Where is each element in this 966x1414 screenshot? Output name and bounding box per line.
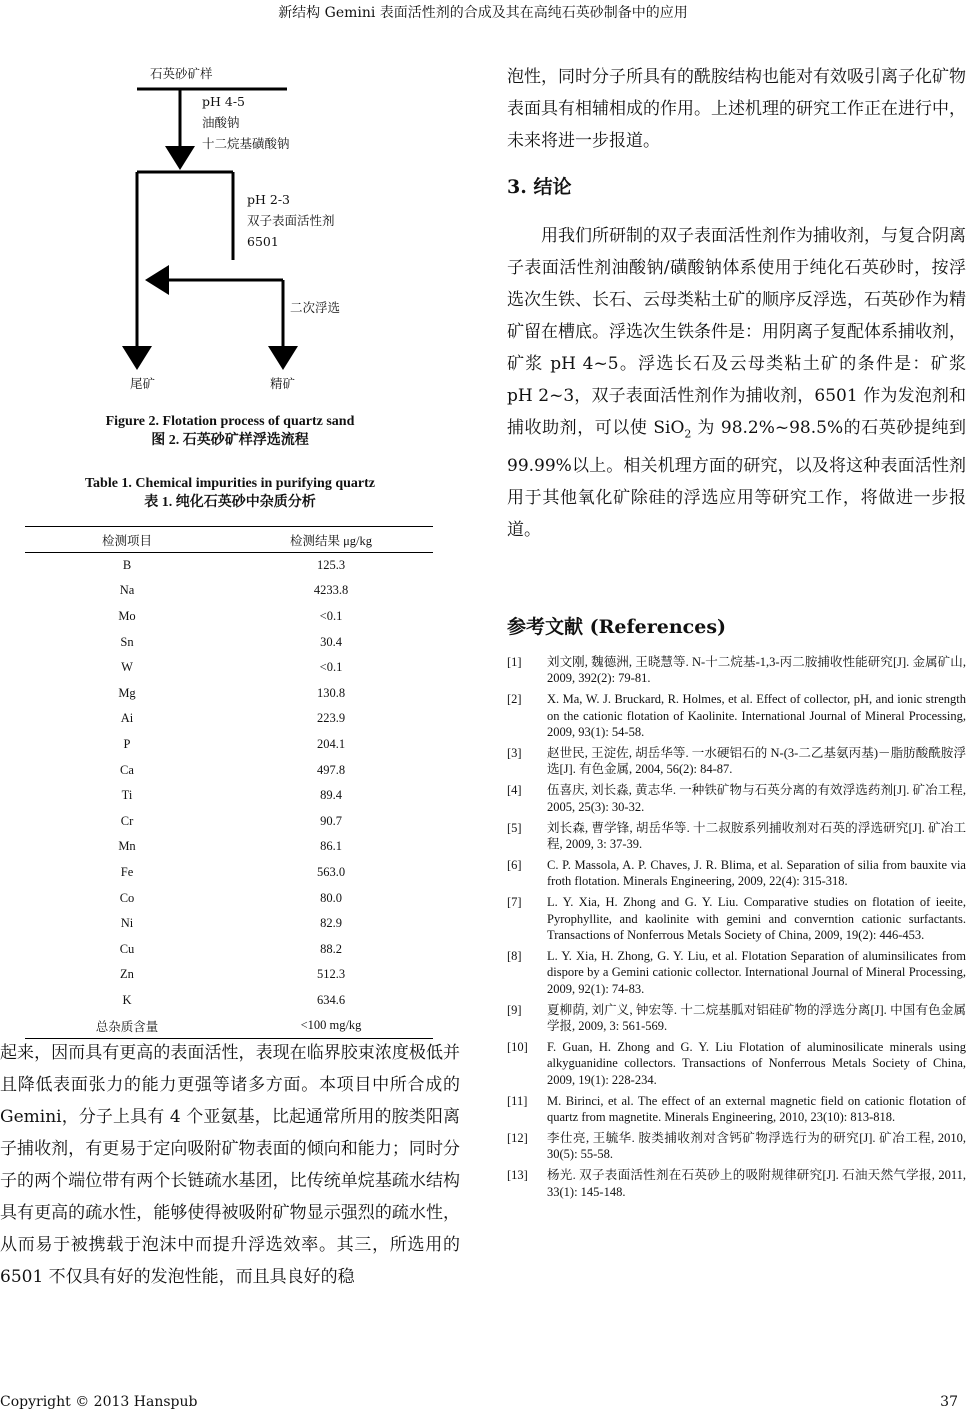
table-row bbox=[25, 578, 433, 604]
reference-number: [10] bbox=[507, 1040, 528, 1055]
reference-number: [12] bbox=[507, 1131, 528, 1146]
node-ore-sample: 石英砂矿样 bbox=[150, 66, 213, 81]
item-cell: Ti bbox=[121, 788, 133, 803]
item-cell: Cr bbox=[120, 813, 134, 828]
stage2-reagent-2: 6501 bbox=[247, 234, 279, 249]
result-cell: 4233.8 bbox=[313, 583, 349, 598]
reference-number: [6] bbox=[507, 857, 522, 872]
item-cell: Cu bbox=[119, 941, 135, 956]
reference-text: 刘文刚, 魏德洲, 王晓慧等. N-十二烷基-1,3-丙二胺捕收性能研究[J]. 金属矿山, 2009, 392(2): 79-81. bbox=[547, 655, 966, 686]
item-cell: Co bbox=[119, 890, 135, 905]
reference-text: 夏柳荫, 刘广义, 钟宏等. 十二烷基胍对铝硅矿物的浮选分离[J]. 中国有色金属学报, 2009, 3: 561-569. bbox=[547, 1002, 966, 1034]
stage2-reagent-1: 双子表面活性剂 bbox=[247, 213, 335, 228]
item-cell: Ca bbox=[120, 762, 134, 777]
reference-item bbox=[507, 820, 966, 853]
subscript: 2 bbox=[684, 427, 692, 441]
reference-number: [5] bbox=[507, 820, 522, 835]
table-row bbox=[25, 706, 433, 732]
col-header-item: 检测项目 bbox=[25, 527, 229, 553]
result-cell: 563.0 bbox=[316, 864, 346, 879]
result-cell: <0.1 bbox=[319, 660, 343, 675]
running-header: 新结构 Gemini 表面活性剂的合成及其在高纯石英砂制备中的应用 bbox=[278, 5, 688, 21]
reference-text: 杨光. 双子表面活性剂在石英砂上的吸附规律研究[J]. 石油天然气学报, 2011, 33(1): 145-148. bbox=[547, 1168, 966, 1199]
item-cell: Mg bbox=[118, 685, 136, 700]
reference-number: [9] bbox=[507, 1002, 522, 1017]
item-cell: Na bbox=[119, 583, 135, 598]
stage1-conditions bbox=[202, 91, 290, 154]
reference-text: 李仕亮, 王毓华. 胺类捕收剂对含钙矿物浮选行为的研究[J]. 矿冶工程, 2010, 30(5): 55-58. bbox=[547, 1131, 966, 1162]
result-cell: <0.1 bbox=[319, 608, 343, 623]
table-row bbox=[25, 885, 433, 911]
table-row bbox=[25, 808, 433, 834]
item-cell: Ai bbox=[120, 711, 134, 726]
figure-caption-zh: 图 2. 石英砂矿样浮选流程 bbox=[151, 433, 309, 448]
references-heading: 参考文献 (References) bbox=[507, 616, 727, 638]
result-cell: 512.3 bbox=[316, 967, 346, 982]
reference-text: X. Ma, W. J. Bruckard, R. Holmes, et al. Effect of collector, pH, and ionic strength on the cationic flotation of Kaolinite. International Journal of Mineral Processing, 2009, 93(1): 54-58. bbox=[547, 692, 966, 740]
reference-number: [13] bbox=[507, 1168, 528, 1183]
references-list bbox=[507, 654, 966, 1205]
table-row bbox=[25, 604, 433, 630]
figure-caption-en: Figure 2. Flotation process of quartz sand bbox=[105, 414, 355, 429]
stage2-ph: pH 2-3 bbox=[247, 192, 291, 207]
reference-item bbox=[507, 691, 966, 740]
result-cell: 204.1 bbox=[316, 736, 346, 751]
conclusion-text-b: 为 98.2%~98.5%的石英砂提纯到 99.99%以上。相关机理方面的研究，以及将这种表面活性剂用于其他氧化矿除硅的浮选应用等研究工作，将做进一步报道。 bbox=[507, 418, 966, 541]
result-cell: 30.4 bbox=[320, 634, 342, 649]
table-row bbox=[25, 911, 433, 937]
item-cell: W bbox=[121, 660, 133, 675]
result-cell: 497.8 bbox=[316, 762, 346, 777]
table-row bbox=[25, 680, 433, 706]
node-concentrate: 精矿 bbox=[270, 376, 296, 391]
reference-text: 赵世民, 王淀佐, 胡岳华等. 一水硬铝石的 N-(3-二乙基氨丙基)－脂肪酸酰胺浮选[J]. 有色金属, 2004, 56(2): 84-87. bbox=[547, 746, 966, 777]
table-row bbox=[25, 655, 433, 681]
reference-number: [1] bbox=[507, 655, 522, 669]
item-cell: 总杂质含量 bbox=[25, 1013, 229, 1039]
reference-number: [2] bbox=[507, 692, 522, 707]
page-number: 37 bbox=[940, 1394, 958, 1410]
result-cell: 80.0 bbox=[320, 890, 342, 905]
reference-item bbox=[507, 857, 966, 890]
reference-item bbox=[507, 1002, 966, 1035]
stage1-ph: pH 4-5 bbox=[202, 94, 246, 109]
result-cell: 88.2 bbox=[320, 941, 342, 956]
table-row bbox=[25, 860, 433, 886]
reference-text: F. Guan, H. Zhong and G. Y. Liu Flotation of aluminosilicate minerals using alkyguanidine collectors. Transactions of Nonferrous Metals Society of China, 2009, 19(1): 228-234. bbox=[547, 1040, 966, 1087]
table-row bbox=[25, 757, 433, 783]
stage1-reagent-1: 油酸钠 bbox=[202, 115, 240, 130]
reference-number: [8] bbox=[507, 949, 522, 963]
reference-item bbox=[507, 782, 966, 815]
reference-item bbox=[507, 1039, 966, 1088]
table-caption-en: Table 1. Chemical impurities in purifying quartz bbox=[84, 476, 375, 491]
table-row bbox=[25, 629, 433, 655]
table-row bbox=[25, 936, 433, 962]
item-cell: Ni bbox=[120, 916, 134, 931]
impurities-table bbox=[25, 526, 433, 1039]
table-row bbox=[25, 834, 433, 860]
result-cell: <100 mg/kg bbox=[229, 1013, 433, 1039]
item-cell: K bbox=[122, 992, 132, 1007]
reference-text: L. Y. Xia, H. Zhong and G. Y. Liu. Comparative studies on flotation of ieeite, Pyrophyllite, and kaolinite with gemini and converntion cationic surfactants. Transactions of Nonferrous Metals Society of China, 2009, 19(2): 446-453. bbox=[547, 895, 966, 943]
result-cell: 86.1 bbox=[320, 839, 342, 854]
col-header-result: 检测结果 μg/kg bbox=[229, 527, 433, 553]
conclusion-heading: 3. 结论 bbox=[507, 176, 572, 198]
result-cell: 223.9 bbox=[316, 711, 346, 726]
table-row bbox=[25, 732, 433, 758]
conclusion-text bbox=[507, 220, 966, 546]
body-text-right: 泡性，同时分子所具有的酰胺结构也能对有效吸引离子化矿物表面具有相辅相成的作用。上述机理的研究工作正在进行中，未来将进一步报道。 bbox=[507, 67, 966, 151]
result-cell: 82.9 bbox=[320, 916, 342, 931]
reference-item bbox=[507, 654, 966, 687]
reference-number: [7] bbox=[507, 895, 522, 910]
reference-text: 伍喜庆, 刘长淼, 黄志华. 一种铁矿物与石英分离的有效浮选药剂[J]. 矿冶工程, 2005, 25(3): 30-32. bbox=[547, 783, 966, 814]
stage1-reagent-2: 十二烷基磺酸钠 bbox=[202, 136, 290, 151]
stage2-conditions bbox=[247, 189, 335, 252]
result-cell: 130.8 bbox=[316, 685, 346, 700]
item-cell: Zn bbox=[120, 967, 134, 982]
item-cell: B bbox=[122, 558, 132, 573]
flotation-flowchart bbox=[0, 55, 470, 405]
reference-number: [4] bbox=[507, 783, 522, 798]
reference-item bbox=[507, 894, 966, 943]
reference-text: 刘长森, 曹学锋, 胡岳华等. 十二叔胺系列捕收剂对石英的浮选研究[J]. 矿冶工程, 2009, 3: 37-39. bbox=[547, 820, 966, 852]
reference-text: M. Birinci, et al. The effect of an external magnetic field on cationic flotation of quartz from magnetite. Minerals Engineering, 2010, 23(10): 813-818. bbox=[547, 1093, 966, 1125]
reference-text: C. P. Massola, A. P. Chaves, J. R. Blima, et al. Separation of silia from bauxite via froth flotation. Minerals Engineering, 2009, 22(4): 315-318. bbox=[547, 857, 966, 889]
table-row bbox=[25, 783, 433, 809]
reference-item bbox=[507, 1130, 966, 1163]
conclusion-text-a: 用我们所研制的双子表面活性剂作为捕收剂，与复合阴离子表面活性剂油酸钠/磺酸钠体系使用于纯化石英砂时，按浮选次生铁、长石、云母类粘土矿的顺序反浮选，石英砂作为精矿留在槽底。浮选次生铁条件是：用阴离子复配体系捕收剂，矿浆 pH 4~5。浮选长石及云母类粘土矿的条件是：矿浆 pH 2~3，双子表面活性剂作为捕收剂，6501 作为发泡剂和捕收助剂，可以使 SiO bbox=[507, 226, 966, 438]
item-cell: Mo bbox=[118, 608, 136, 623]
result-cell: 90.7 bbox=[320, 813, 342, 828]
table-row bbox=[25, 988, 433, 1014]
reference-text: L. Y. Xia, H. Zhong, G. Y. Liu, et al. Flotation Separation of aluminsilicates from dispore by a Gemini cationic collector. International Journal of Mineral Processing, 2009, 92(1): 74-83. bbox=[547, 949, 966, 996]
reference-number: [3] bbox=[507, 746, 522, 761]
reference-item bbox=[507, 1093, 966, 1126]
table-row bbox=[25, 553, 433, 579]
table-row bbox=[25, 962, 433, 988]
node-second-flotation: 二次浮选 bbox=[290, 300, 341, 315]
reference-item bbox=[507, 745, 966, 778]
footer-copyright: Copyright © 2013 Hanspub bbox=[0, 1394, 198, 1410]
body-text-left: 起来，因而具有更高的表面活性，表现在临界胶束浓度极低并且降低表面张力的能力更强等诸多方面。本项目中所合成的 Gemini，分子上具有 4 个亚氨基，比起通常所用的胺类阳离子捕收剂，有更易于定向吸附矿物表面的倾向和能力；同时分子的两个端位带有两个长链疏水基团，比传统单烷基疏水结构具有更高的疏水性，能够使得被吸附矿物显示强烈的疏水性，从而易于被携载于泡沫中而提升浮选效率。其三，所选用的 6501 不仅具有好的发泡性能，而且具良好的稳 bbox=[0, 1043, 460, 1287]
reference-number: [11] bbox=[507, 1093, 528, 1108]
table-row bbox=[25, 1013, 433, 1039]
table-caption-zh: 表 1. 纯化石英砂中杂质分析 bbox=[144, 495, 316, 510]
result-cell: 634.6 bbox=[316, 992, 346, 1007]
result-cell: 89.4 bbox=[320, 788, 342, 803]
result-cell: 125.3 bbox=[316, 558, 346, 573]
node-tailings: 尾矿 bbox=[130, 376, 156, 391]
reference-item bbox=[507, 948, 966, 997]
reference-item bbox=[507, 1167, 966, 1200]
item-cell: Fe bbox=[120, 864, 134, 879]
item-cell: Sn bbox=[120, 634, 134, 649]
item-cell: P bbox=[123, 736, 131, 751]
item-cell: Mn bbox=[118, 839, 136, 854]
